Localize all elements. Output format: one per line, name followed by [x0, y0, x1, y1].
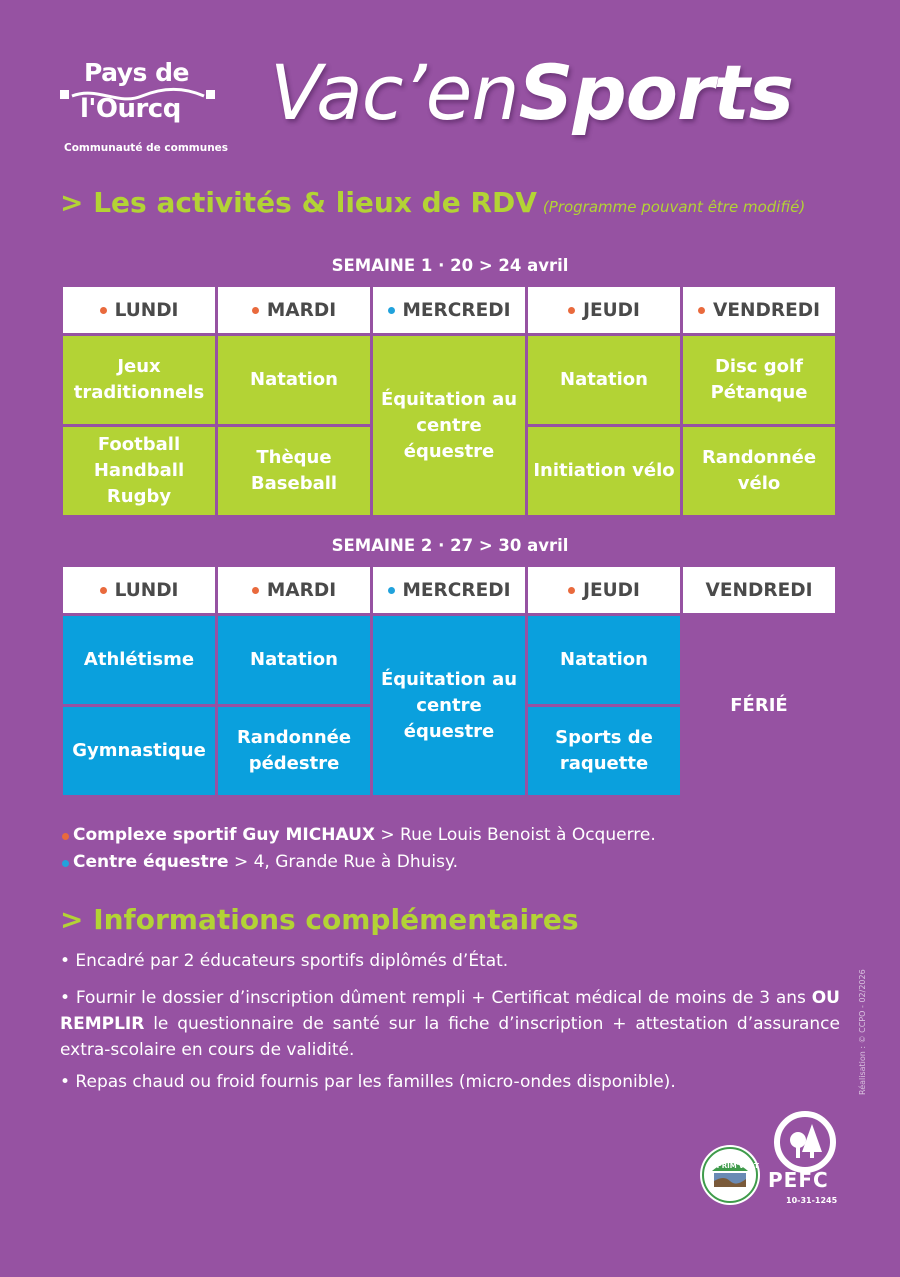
- info-text: le questionnaire de santé sur la fiche d’inscription + attestation d’assurance extra-scolaire en cours de validité.: [60, 1014, 840, 1060]
- week1-mardi-activity-1: Natation: [218, 336, 370, 424]
- logo-subtitle: Communauté de communes: [64, 142, 229, 154]
- day-label: LUNDI: [114, 579, 179, 601]
- week1-jeudi-activity-2: Initiation vélo: [528, 427, 680, 515]
- week2-mardi-activity-1: Natation: [218, 616, 370, 704]
- day-label: JEUDI: [583, 299, 640, 321]
- activities-heading: [60, 186, 805, 219]
- day-label: VENDREDI: [705, 579, 813, 601]
- day-label: JEUDI: [583, 579, 640, 601]
- pefc-label: PEFC: [768, 1168, 829, 1192]
- orange-dot-icon: [252, 587, 259, 594]
- info-emphasis: OU REMPLIR: [60, 988, 840, 1034]
- activities-title: > Les activités & lieux de RDV: [60, 186, 537, 219]
- week1-day-lundi: [63, 287, 215, 333]
- week1-label: SEMAINE 1 · 20 > 24 avril: [331, 256, 569, 275]
- week2-lundi-activity-1: Athlétisme: [63, 616, 215, 704]
- week2-day-mardi: [218, 567, 370, 613]
- day-label: MARDI: [266, 579, 337, 601]
- week1-day-vendredi: [683, 287, 835, 333]
- location-name: Complexe sportif Guy MICHAUX: [73, 825, 375, 845]
- activities-note: (Programme pouvant être modifié): [542, 198, 806, 216]
- blue-dot-icon: [388, 587, 395, 594]
- week1-lundi-activity-2: Football Handball Rugby: [63, 427, 215, 515]
- orange-dot-icon: [568, 307, 575, 314]
- week1-day-mercredi: [373, 287, 525, 333]
- week1-jeudi-activity-1: Natation: [528, 336, 680, 424]
- week1-day-jeudi: [528, 287, 680, 333]
- orange-dot-icon: [568, 587, 575, 594]
- imprim-vert-badge: [700, 1145, 760, 1205]
- week2-label: SEMAINE 2 · 27 > 30 avril: [331, 536, 569, 555]
- logo-line1: Pays de: [84, 58, 189, 87]
- week2-jeudi-activity-1: Natation: [528, 616, 680, 704]
- week1-mardi-activity-2: Thèque Baseball: [218, 427, 370, 515]
- week2-mardi-activity-2: Randonnée pédestre: [218, 707, 370, 795]
- week2-jeudi-activity-2: Sports de raquette: [528, 707, 680, 795]
- week1-day-mardi: [218, 287, 370, 333]
- location-centre-equestre: [62, 852, 458, 872]
- week2-mercredi-activity: Équitation au centre équestre: [373, 616, 525, 795]
- info-heading: > Informations complémentaires: [60, 903, 579, 936]
- day-label: LUNDI: [114, 299, 179, 321]
- pays-de-lourcq-logo: [58, 58, 229, 158]
- info-paragraph-3: • Repas chaud ou froid fournis par les familles (micro-ondes disponible).: [60, 1072, 676, 1092]
- week2-day-lundi: [63, 567, 215, 613]
- week1-vendredi-activity-1: Disc golf Pétanque: [683, 336, 835, 424]
- title-bold: Sports: [518, 48, 793, 137]
- info-text: • Fournir le dossier d’inscription dûment rempli + Certificat médical de moins de 3 ans: [60, 988, 812, 1008]
- location-detail: > 4, Grande Rue à Dhuisy.: [228, 852, 459, 872]
- week2-vendredi-ferie: FÉRIÉ: [730, 694, 788, 716]
- credit-text: Réalisation : © CCPO - 02/2026: [858, 969, 867, 1095]
- orange-dot-icon: [698, 307, 705, 314]
- orange-dot-icon: [252, 307, 259, 314]
- pefc-number: 10-31-1245: [786, 1196, 838, 1205]
- week2-day-mercredi: [373, 567, 525, 613]
- day-label: MARDI: [266, 299, 337, 321]
- week2-lundi-activity-2: Gymnastique: [63, 707, 215, 795]
- week2-day-vendredi: [683, 567, 835, 613]
- imprim-vert-icon: [700, 1145, 760, 1205]
- week1-vendredi-activity-2: Randonnée vélo: [683, 427, 835, 515]
- info-paragraph-1: • Encadré par 2 éducateurs sportifs diplômés d’État.: [60, 951, 509, 971]
- logo-line2: l'Ourcq: [80, 94, 181, 124]
- imprim-vert-label: IMPRIM'VERT: [707, 1162, 759, 1170]
- orange-dot-icon: [100, 587, 107, 594]
- week1-mercredi-activity: Équitation au centre équestre: [373, 336, 525, 515]
- location-detail: > Rue Louis Benoist à Ocquerre.: [374, 825, 656, 845]
- day-label: MERCREDI: [402, 299, 511, 321]
- orange-dot-icon: [100, 307, 107, 314]
- day-label: MERCREDI: [402, 579, 511, 601]
- location-name: Centre équestre: [73, 852, 229, 872]
- week1-lundi-activity-1: Jeux traditionnels: [63, 336, 215, 424]
- day-label: VENDREDI: [713, 299, 820, 321]
- page-title: [270, 48, 793, 137]
- week2-day-jeudi: [528, 567, 680, 613]
- blue-dot-icon: [62, 860, 69, 867]
- location-complexe: [62, 825, 656, 845]
- blue-dot-icon: [388, 307, 395, 314]
- title-light: Vac’en: [270, 48, 519, 137]
- info-paragraph-2: [60, 985, 840, 1063]
- orange-dot-icon: [62, 833, 69, 840]
